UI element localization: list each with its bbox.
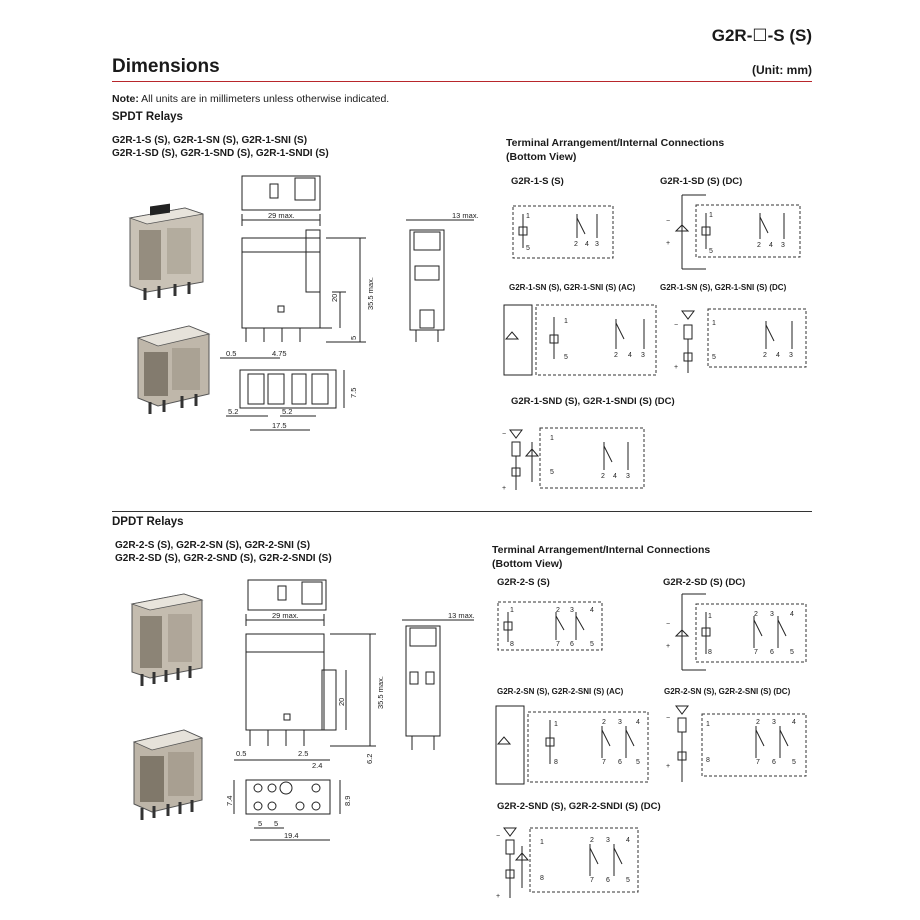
minus-sign: − [666, 621, 671, 628]
spdt-models-line-1: G2R-1-S (S), G2R-1-SN (S), G2R-1-SNI (S) [112, 135, 308, 146]
pin-label: 2 [754, 611, 758, 618]
pin-label: 2 [601, 473, 605, 480]
dpdt-diagram-label-sn-ac: G2R-2-SN (S), G2R-2-SNI (S) (AC) [497, 687, 624, 696]
spdt-dim-spacing-a: 5.2 [228, 407, 239, 416]
dpdt-dim-row: 7.4 [225, 795, 234, 806]
heading-rule [112, 81, 812, 82]
pin-label: 5 [590, 641, 594, 648]
pin-label: 6 [618, 759, 622, 766]
note-text: All units are in millimeters unless otherwise indicated. [138, 93, 390, 105]
pin-label: 2 [763, 352, 767, 359]
spdt-dim-spacing-b: 5.2 [282, 407, 293, 416]
dpdt-terminal-heading [492, 544, 710, 571]
spdt-diagram-label-sd: G2R-1-SD (S) (DC) [660, 176, 743, 187]
spdt-dim-total: 17.5 [272, 421, 287, 430]
dpdt-models-line-2: G2R-2-SD (S), G2R-2-SND (S), G2R-2-SNDI (S) [115, 552, 332, 564]
pin-label: 1 [708, 613, 712, 620]
pin-label: 1 [554, 721, 558, 728]
spdt-dim-pitch: 4.75 [272, 349, 287, 358]
pin-label: 7 [556, 641, 560, 648]
spdt-terminal-heading-line-1: Terminal Arrangement/Internal Connections [506, 137, 725, 149]
spdt-dim-row: 7.5 [349, 387, 358, 398]
pin-label: 6 [772, 759, 776, 766]
pin-label: 8 [708, 649, 712, 656]
plus-sign: + [674, 364, 679, 371]
spdt-terminal-diagram-snd [500, 412, 650, 494]
pin-label: 4 [776, 352, 780, 359]
spdt-models-line-2: G2R-1-SD (S), G2R-1-SND (S), G2R-1-SNDI (S) [112, 147, 329, 159]
spdt-diagram-label-sn-dc: G2R-1-SN (S), G2R-1-SNI (S) (DC) [660, 283, 787, 292]
pin-label: 7 [590, 877, 594, 884]
pin-label: 2 [757, 242, 761, 249]
dpdt-dim-row-2: 8.9 [343, 795, 352, 806]
pin-label: 5 [564, 354, 568, 361]
spdt-terminal-heading [506, 137, 724, 164]
pin-label: 2 [602, 719, 606, 726]
plus-sign: + [502, 485, 507, 492]
dpdt-terminal-diagram-sn-dc [662, 702, 812, 786]
unit-note: (Unit: mm) [752, 63, 812, 77]
pin-label: 5 [712, 354, 716, 361]
pin-label: 1 [564, 318, 568, 325]
pin-label: 3 [770, 611, 774, 618]
dpdt-diagram-label-sn-dc: G2R-2-SN (S), G2R-2-SNI (S) (DC) [664, 687, 791, 696]
spdt-top-view [242, 176, 320, 210]
pin-label: 6 [606, 877, 610, 884]
pin-label: 7 [602, 759, 606, 766]
pin-label: 4 [636, 719, 640, 726]
dpdt-model-list [115, 540, 332, 565]
minus-sign: − [496, 833, 501, 840]
spdt-bottom-view [240, 370, 336, 408]
dpdt-diagram-label-snd: G2R-2-SND (S), G2R-2-SNDI (S) (DC) [497, 801, 661, 812]
spdt-terminal-diagram-sn-dc [668, 297, 813, 381]
pin-label: 1 [709, 212, 713, 219]
dpdt-dim-height: 35.5 max. [376, 676, 385, 709]
dpdt-dim-spacing-a: 5 [258, 819, 263, 828]
pin-label: 1 [540, 839, 544, 846]
pin-label: 2 [590, 837, 594, 844]
pin-label: 7 [756, 759, 760, 766]
dpdt-dim-body: 20 [337, 697, 346, 706]
dpdt-diagram-label-s: G2R-2-S (S) [497, 577, 550, 588]
pin-label: 1 [706, 721, 710, 728]
plus-sign: + [666, 763, 671, 770]
spdt-relay-photo-side [134, 318, 214, 418]
pin-label: 3 [595, 241, 599, 248]
pin-label: 3 [781, 242, 785, 249]
plus-sign: + [496, 893, 501, 900]
dpdt-relay-photo-side [128, 722, 208, 822]
pin-label: 5 [550, 469, 554, 476]
dpdt-dim-pitch-a: 2.5 [298, 749, 309, 758]
pin-label: 4 [790, 611, 794, 618]
pin-label: 8 [540, 875, 544, 882]
spdt-terminal-heading-line-2: (Bottom View) [506, 150, 577, 163]
dpdt-front-view [246, 634, 324, 730]
dpdt-top-view [248, 580, 326, 610]
dpdt-models-line-1: G2R-2-S (S), G2R-2-SN (S), G2R-2-SNI (S) [115, 540, 311, 551]
pin-label: 1 [550, 435, 554, 442]
dpdt-terminal-heading-line-2: (Bottom View) [492, 557, 563, 570]
minus-sign: − [666, 715, 671, 722]
dpdt-relay-photo-front [126, 588, 208, 688]
plus-sign: + [666, 240, 671, 247]
minus-sign: − [674, 322, 679, 329]
pin-label: 3 [789, 352, 793, 359]
page-heading: Dimensions [112, 56, 220, 77]
pin-label: 3 [772, 719, 776, 726]
dpdt-bottom-view [246, 780, 330, 814]
note-label: Note: [112, 93, 139, 105]
dpdt-diagram-label-sd: G2R-2-SD (S) (DC) [663, 577, 746, 588]
pin-label: 4 [613, 473, 617, 480]
pin-label: 3 [618, 719, 622, 726]
dpdt-dimension-drawing [220, 574, 490, 854]
minus-sign: − [502, 431, 507, 438]
dpdt-section-title: DPDT Relays [112, 516, 184, 528]
pin-label: 5 [636, 759, 640, 766]
pin-label: 8 [706, 757, 710, 764]
dpdt-dim-offset: 0.5 [236, 749, 247, 758]
spdt-dim-body: 20 [330, 293, 339, 302]
model-title: G2R-☐-S (S) [711, 26, 812, 45]
spdt-diagram-label-s: G2R-1-S (S) [511, 176, 564, 187]
dpdt-terminal-diagram-s [494, 598, 606, 656]
spdt-dim-depth: 13 max. [452, 211, 479, 220]
spdt-model-list [112, 135, 329, 160]
pin-label: 4 [792, 719, 796, 726]
pin-label: 3 [606, 837, 610, 844]
pin-label: 6 [570, 641, 574, 648]
spdt-dimension-drawing [220, 170, 490, 440]
section-divider [112, 511, 812, 512]
dpdt-terminal-diagram-sn-ac [492, 702, 652, 788]
spdt-section-title: SPDT Relays [112, 111, 183, 123]
minus-sign: − [666, 218, 671, 225]
pin-label: 8 [554, 759, 558, 766]
pin-label: 2 [614, 352, 618, 359]
spdt-dim-height: 35.5 max. [366, 277, 375, 310]
units-note [112, 93, 389, 105]
spdt-terminal-diagram-sd [662, 193, 807, 273]
dpdt-dim-width: 29 max. [272, 611, 299, 620]
spdt-dim-width: 29 max. [268, 211, 295, 220]
pin-label: 1 [510, 607, 514, 614]
pin-label: 4 [769, 242, 773, 249]
dpdt-dim-depth: 13 max. [448, 611, 475, 620]
pin-label: 4 [585, 241, 589, 248]
dpdt-dim-total: 19.4 [284, 831, 299, 840]
pin-label: 1 [712, 320, 716, 327]
spdt-terminal-diagram-s [509, 200, 619, 266]
dpdt-dim-spacing-b: 5 [274, 819, 279, 828]
plus-sign: + [666, 643, 671, 650]
spdt-dim-pin: 5 [349, 335, 358, 340]
spdt-terminal-diagram-sn-ac [500, 297, 660, 381]
pin-label: 5 [709, 248, 713, 255]
pin-label: 5 [526, 245, 530, 252]
pin-label: 4 [626, 837, 630, 844]
pin-label: 4 [628, 352, 632, 359]
pin-label: 1 [526, 213, 530, 220]
pin-label: 5 [790, 649, 794, 656]
pin-label: 2 [756, 719, 760, 726]
dpdt-dim-pitch-b: 2.4 [312, 761, 323, 770]
spdt-diagram-label-sn-ac: G2R-1-SN (S), G2R-1-SNI (S) (AC) [509, 283, 636, 292]
pin-label: 2 [574, 241, 578, 248]
dpdt-terminal-diagram-snd [494, 816, 644, 900]
pin-label: 7 [754, 649, 758, 656]
spdt-dim-offset: 0.5 [226, 349, 237, 358]
pin-label: 6 [770, 649, 774, 656]
pin-label: 8 [510, 641, 514, 648]
pin-label: 3 [626, 473, 630, 480]
pin-label: 2 [556, 607, 560, 614]
dpdt-terminal-heading-line-1: Terminal Arrangement/Internal Connections [492, 544, 711, 556]
pin-label: 3 [570, 607, 574, 614]
spdt-relay-photo-front [125, 200, 210, 305]
pin-label: 4 [590, 607, 594, 614]
spdt-diagram-label-snd: G2R-1-SND (S), G2R-1-SNDI (S) (DC) [511, 396, 675, 407]
pin-label: 3 [641, 352, 645, 359]
dpdt-terminal-diagram-sd [662, 592, 812, 674]
pin-label: 5 [626, 877, 630, 884]
dpdt-dim-pin: 6.2 [365, 753, 374, 764]
pin-label: 5 [792, 759, 796, 766]
dpdt-side-view [406, 626, 440, 736]
